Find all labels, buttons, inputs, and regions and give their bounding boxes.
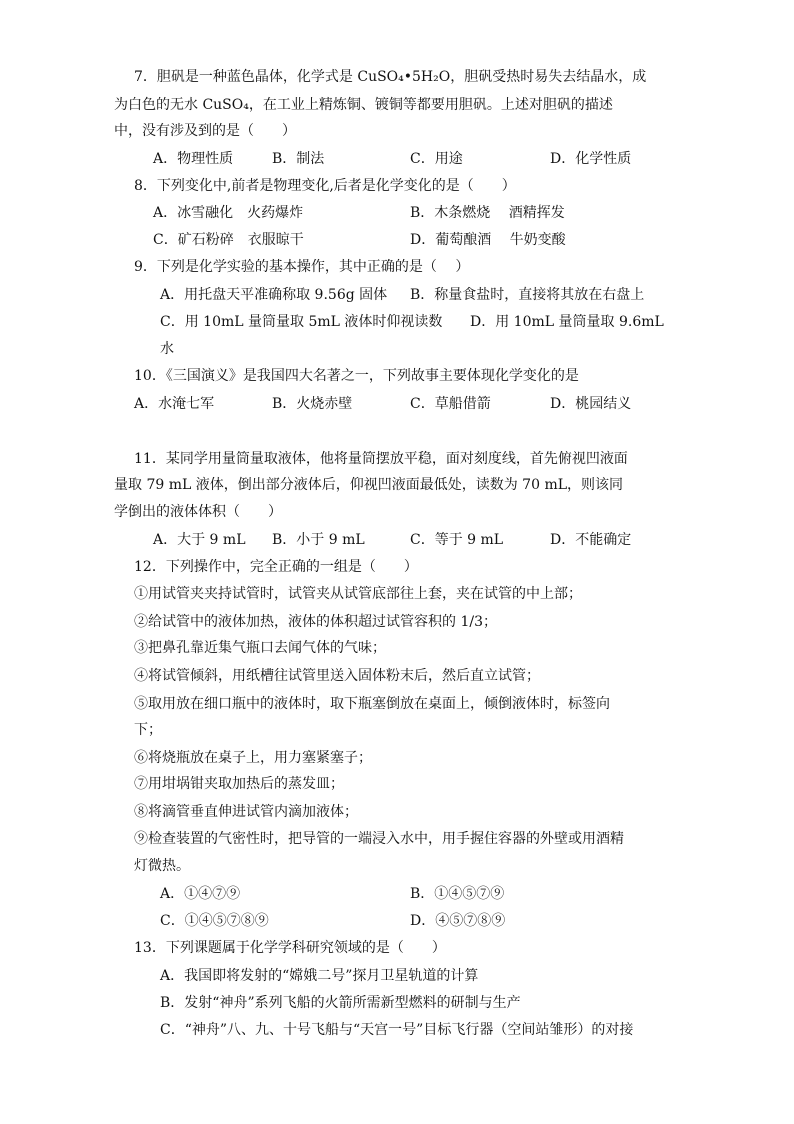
q13-option-a: A．我国即将发射的“嫦娥二号”探月卫星轨道的计算 bbox=[160, 968, 479, 984]
q12-stem: 12．下列操作中，完全正确的一组是（ ） bbox=[134, 559, 418, 575]
q12-statement-1: ①用试管夹夹持试管时，试管夹从试管底部往上套，夹在试管的中上部； bbox=[134, 586, 582, 602]
q7-line3: 中，没有涉及到的是（ ） bbox=[114, 123, 296, 139]
q9-option-d-cont: 水 bbox=[160, 341, 174, 357]
q7-line1: 7．胆矾是一种蓝色晶体，化学式是 CuSO₄•5H₂O，胆矾受热时易失去结晶水，成 bbox=[134, 69, 647, 85]
q9-option-a: A．用托盘天平准确称取 9.56g 固体 bbox=[160, 287, 388, 303]
q8-stem: 8．下列变化中,前者是物理变化,后者是化学变化的是（ ） bbox=[134, 178, 516, 194]
q7-option-d: D．化学性质 bbox=[550, 151, 632, 167]
q12-statement-5-cont: 下； bbox=[134, 722, 162, 738]
q12-statement-5: ⑤取用放在细口瓶中的液体时，取下瓶塞倒放在桌面上，倾倒液体时，标签向 bbox=[134, 696, 610, 712]
q7-option-a: A．物理性质 bbox=[153, 151, 234, 167]
q9-stem: 9．下列是化学实验的基本操作，其中正确的是（ ） bbox=[134, 259, 470, 275]
q12-statement-3: ③把鼻孔靠近集气瓶口去闻气体的气味； bbox=[134, 640, 386, 656]
q13-option-b: B．发射“神舟”系列飞船的火箭所需新型燃料的研制与生产 bbox=[160, 995, 521, 1011]
q12-statement-6: ⑥将烧瓶放在桌子上，用力塞紧塞子； bbox=[134, 750, 372, 766]
q11-option-d: D．不能确定 bbox=[550, 532, 632, 548]
q10-option-d: D．桃园结义 bbox=[550, 396, 632, 412]
q7-option-b: B．制法 bbox=[272, 151, 325, 167]
q12-statement-7: ⑦用坩埚钳夹取加热后的蒸发皿； bbox=[134, 776, 344, 792]
q10-option-c: C．草船借箭 bbox=[410, 396, 491, 412]
q11-option-b: B．小于 9 mL bbox=[272, 532, 365, 548]
q11-line1: 11．某同学用量筒量取液体，他将量筒摆放平稳，面对刻度线，首先俯视凹液面 bbox=[134, 451, 628, 467]
q13-stem: 13．下列课题属于化学学科研究领域的是（ ） bbox=[134, 940, 446, 956]
q8-option-a: A．冰雪融化 火药爆炸 bbox=[153, 205, 304, 221]
q9-option-c: C．用 10mL 量筒量取 5mL 液体时仰视读数 bbox=[160, 314, 443, 330]
q12-statement-9: ⑨检查装置的气密性时，把导管的一端浸入水中，用手握住容器的外壁或用酒精 bbox=[134, 831, 624, 847]
q12-option-b: B．①④⑤⑦⑨ bbox=[410, 886, 505, 902]
q8-option-b: B．木条燃烧 酒精挥发 bbox=[410, 205, 565, 221]
q11-option-a: A．大于 9 mL bbox=[153, 532, 246, 548]
q12-option-d: D．④⑤⑦⑧⑨ bbox=[410, 913, 506, 929]
q8-option-d: D．葡萄酿酒 牛奶变酸 bbox=[410, 232, 566, 248]
q12-option-c: C．①④⑤⑦⑧⑨ bbox=[160, 913, 269, 929]
q9-option-b: B．称量食盐时，直接将其放在右盘上 bbox=[410, 287, 645, 303]
q13-option-c: C．“神舟”八、九、十号飞船与“天宫一号”目标飞行器（空间站雏形）的对接 bbox=[160, 1022, 634, 1038]
q11-option-c: C．等于 9 mL bbox=[410, 532, 504, 548]
q12-statement-8: ⑧将滴管垂直伸进试管内滴加液体； bbox=[134, 804, 358, 820]
q12-statement-2: ②给试管中的液体加热，液体的体积超过试管容积的 1/3； bbox=[134, 614, 497, 630]
q12-statement-9-cont: 灯微热。 bbox=[134, 858, 190, 874]
q11-line3: 学倒出的液体体积（ ） bbox=[114, 504, 282, 520]
q7-option-c: C．用途 bbox=[410, 151, 463, 167]
q10-option-b: B．火烧赤壁 bbox=[272, 396, 353, 412]
q7-line2: 为白色的无水 CuSO₄，在工业上精炼铜、镀铜等都要用胆矾。上述对胆矾的描述 bbox=[114, 97, 613, 113]
q12-statement-4: ④将试管倾斜，用纸槽往试管里送入固体粉末后，然后直立试管； bbox=[134, 668, 540, 684]
q12-option-a: A．①④⑦⑨ bbox=[160, 886, 241, 902]
q11-line2: 量取 79 mL 液体，倒出部分液体后，仰视凹液面最低处，读数为 70 mL，则该同 bbox=[114, 477, 624, 493]
q10-stem: 10．《三国演义》是我国四大名著之一，下列故事主要体现化学变化的是 bbox=[134, 368, 579, 384]
q10-option-a: A．水淹七军 bbox=[134, 396, 215, 412]
q9-option-d: D．用 10mL 量筒量取 9.6mL bbox=[470, 314, 664, 330]
q8-option-c: C．矿石粉碎 衣服晾干 bbox=[153, 232, 304, 248]
